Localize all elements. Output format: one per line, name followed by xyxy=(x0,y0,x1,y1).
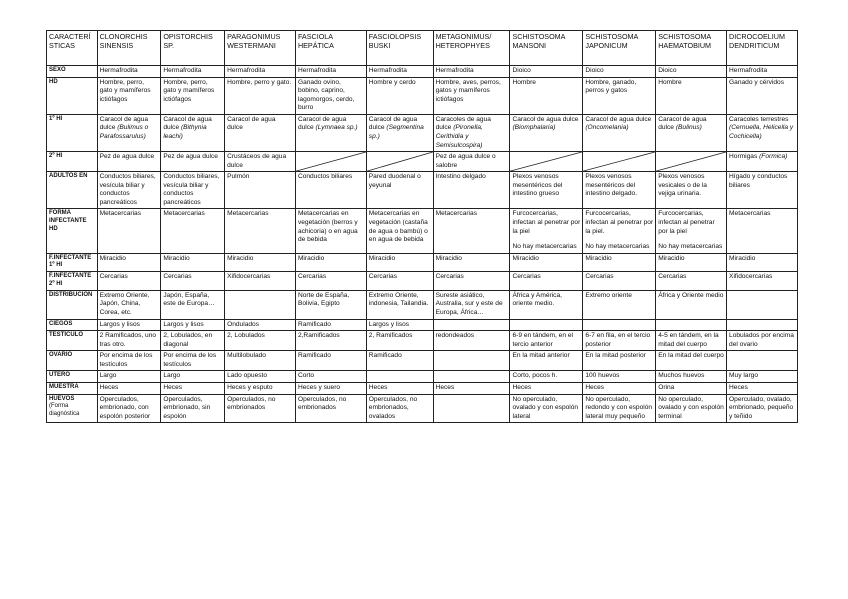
data-cell: Heces xyxy=(366,382,433,394)
data-cell xyxy=(433,152,510,172)
cell-text: Caracol de agua dulce xyxy=(297,115,347,132)
cell-paragraph: No hay metacercarias xyxy=(512,243,577,251)
data-cell: Heces xyxy=(433,382,510,394)
row-huevos xyxy=(47,394,798,423)
data-cell: Corto xyxy=(295,371,366,383)
data-cell: Hermafrodita xyxy=(433,66,510,78)
species-header-opistorchis-sp: OPISTORCHIS SP. xyxy=(161,31,225,66)
data-cell: Largos y lisos xyxy=(161,319,225,331)
row-label-text: OVARIO xyxy=(49,352,73,359)
data-cell: Metacercarias en vegetación (berros y achicoria) o en agua de bebida xyxy=(295,209,366,253)
cell-text: Pez de agua dulce xyxy=(99,153,155,161)
row-label xyxy=(47,77,98,114)
data-cell xyxy=(727,290,798,319)
data-cell: Cercarias xyxy=(295,272,366,291)
data-cell: Norte de España, Bolivia, Egipto xyxy=(295,290,366,319)
cell-italic-genus: (Formica) xyxy=(759,153,788,161)
data-cell: Metacercarias xyxy=(225,209,296,253)
empty-cell-diagonal xyxy=(366,152,433,172)
cell-text: Hormigas xyxy=(729,153,758,161)
cell-text: Caracol de agua dulce xyxy=(163,115,212,132)
row-label xyxy=(47,272,98,291)
data-cell: Metacercarias xyxy=(161,209,225,253)
data-cell: Conductos biliares, vesícula biliar y conductos pancreáticos xyxy=(161,172,225,209)
empty-cell-diagonal xyxy=(510,152,583,172)
data-cell: Operculados, embrionado, sin espolón xyxy=(161,394,225,423)
row-sublabel: (Forma diagnóstica xyxy=(49,403,80,418)
data-cell: Heces xyxy=(97,382,161,394)
row-label xyxy=(47,382,98,394)
data-cell xyxy=(727,351,798,371)
data-cell xyxy=(727,114,798,151)
data-cell: Pulmón xyxy=(225,172,296,209)
data-cell: Operculados, no embrionados xyxy=(295,394,366,423)
data-cell: Operculados, no embrionados xyxy=(225,394,296,423)
row-label xyxy=(47,319,98,331)
row-label xyxy=(47,290,98,319)
data-cell: Por encima de los testículos xyxy=(161,351,225,371)
row-label xyxy=(47,371,98,383)
data-cell: Heces y suero xyxy=(295,382,366,394)
cell-text: Caracol de agua dulce xyxy=(227,115,276,132)
data-cell: Cercarias xyxy=(433,272,510,291)
data-cell: 2, Lobulados xyxy=(225,331,296,351)
data-cell: Heces y esputo xyxy=(225,382,296,394)
row-adultos-en xyxy=(47,172,798,209)
cell-italic-genus: (Pironella, Cerithidia y Semisulcospira) xyxy=(435,124,483,149)
data-cell: Metacercarias xyxy=(97,209,161,253)
row-label xyxy=(47,209,98,253)
data-cell: Ganado y cérvidos xyxy=(727,77,798,114)
data-cell: Cercarias xyxy=(583,272,656,291)
data-cell: Plexos venosos mesentéricos del intestino grueso xyxy=(510,172,583,209)
data-cell xyxy=(510,114,583,151)
data-cell: Largos y lisos xyxy=(366,319,433,331)
species-header-fasciolopsis-buski: FASCIOLOPSIS BUSKI xyxy=(366,31,433,66)
data-cell: Miracidio xyxy=(433,253,510,272)
row-label-text: 1º HI xyxy=(49,115,63,122)
row-label-text: FORMA INFECTANTE HD xyxy=(49,210,87,233)
data-cell: Dioico xyxy=(656,66,727,78)
data-cell: África y Oriente medio xyxy=(656,290,727,319)
cell-paragraph: Furcocercarias, infectan al penetrar por la piel. xyxy=(585,210,654,235)
data-cell: Hermafrodita xyxy=(727,66,798,78)
cell-text: Caracoles de agua dulce xyxy=(435,115,491,132)
data-cell xyxy=(583,114,656,151)
data-cell: En la mitad anterior xyxy=(510,351,583,371)
data-cell: Miracidio xyxy=(366,253,433,272)
species-header-paragonimus-westermani: PARAGONIMUS WESTERMANI xyxy=(225,31,296,66)
data-cell: Plexos venosos vesicales o de la vejiga urinaria. xyxy=(656,172,727,209)
row-f-infectante-2-hi xyxy=(47,272,798,291)
data-cell: Metacercarias xyxy=(433,209,510,253)
cell-italic-genus: (Bulimus o Parafossarulus) xyxy=(99,124,149,140)
data-cell xyxy=(433,319,510,331)
data-cell: Ondulados xyxy=(225,319,296,331)
data-cell: Hígado y conductos biliares xyxy=(727,172,798,209)
cell-text: Caracol de agua dulce xyxy=(512,115,579,123)
cell-italic-genus: (Cernuella, Helicella y Cochicella) xyxy=(729,124,794,140)
data-cell: Hermafrodita xyxy=(295,66,366,78)
data-cell: Hombre, perro, gato y mamíferos ictiófagos xyxy=(97,77,161,114)
row-hd xyxy=(47,77,798,114)
data-cell: Ramificado xyxy=(295,351,366,371)
document-page xyxy=(46,30,798,423)
data-cell: Extremo Oriente, indonesia, Tailandia. xyxy=(366,290,433,319)
species-header-schistosoma-mansoni: SCHISTOSOMA MANSONI xyxy=(510,31,583,66)
row-ciegos xyxy=(47,319,798,331)
data-cell xyxy=(656,209,727,253)
data-cell: Cercarias xyxy=(656,272,727,291)
data-cell: Heces xyxy=(727,382,798,394)
cell-italic-genus: (Bulinus) xyxy=(675,124,702,132)
row-2-hi xyxy=(47,152,798,172)
empty-cell-diagonal xyxy=(295,152,366,172)
data-cell: Miracidio xyxy=(161,253,225,272)
diagonal-strike xyxy=(367,152,433,171)
species-header-fasciola-hepatica: FASCIOLA HEPÁTICA xyxy=(295,31,366,66)
data-cell xyxy=(433,351,510,371)
data-cell xyxy=(433,394,510,423)
cell-text: Caracol de agua dulce xyxy=(368,115,418,132)
row-label xyxy=(47,66,98,78)
data-cell: Operculados, embrionado, con espolón posterior xyxy=(97,394,161,423)
data-cell: Largos y lisos xyxy=(97,319,161,331)
cell-text: Pez de agua dulce xyxy=(163,153,218,161)
header-label-cell: CARACTERÍSTICAS xyxy=(47,31,98,66)
data-cell: Cercarias xyxy=(366,272,433,291)
data-cell: Orina xyxy=(656,382,727,394)
data-cell xyxy=(366,371,433,383)
data-cell: En la mitad del cuerpo xyxy=(656,351,727,371)
data-cell: Plexos venosos mesentéricos del intestino delgado. xyxy=(583,172,656,209)
species-header-dicrocoelium-dendriticum: DICROCOELIUM DENDRITICUM xyxy=(727,31,798,66)
data-cell: Conductos biliares, vesícula biliar y conductos pancreáticos xyxy=(97,172,161,209)
diagonal-strike xyxy=(510,152,582,171)
cell-italic-genus: (Segmentina sp.) xyxy=(368,124,424,140)
data-cell: Hombre, perro, gato y mamíferos ictiófagos xyxy=(161,77,225,114)
data-cell: 100 huevos xyxy=(583,371,656,383)
data-cell: En la mitad posterior xyxy=(583,351,656,371)
data-cell xyxy=(433,114,510,151)
data-cell: Operculado, ovalado, embrionado, pequeño y teñido xyxy=(727,394,798,423)
data-cell xyxy=(727,319,798,331)
cell-paragraph: No hay metacercarias xyxy=(658,243,723,251)
row-label-text: SEXO xyxy=(49,67,66,73)
row-label-text: HUEVOS xyxy=(49,395,75,402)
data-cell: Extremo Oriente, Japón, China, Corea, etc. xyxy=(97,290,161,319)
data-cell xyxy=(583,319,656,331)
data-cell: 4-5 en tándem, en la mitad del cuerpo xyxy=(656,331,727,351)
row-label xyxy=(47,351,98,371)
data-cell: Hombre xyxy=(510,77,583,114)
cell-paragraph: No hay metacercarias xyxy=(585,243,650,251)
row-label-text: ADULTOS EN xyxy=(49,173,88,180)
data-cell: redondeados xyxy=(433,331,510,351)
data-cell: Hermafrodita xyxy=(366,66,433,78)
data-cell xyxy=(225,114,296,151)
cell-italic-genus: (Bithynia leachi) xyxy=(163,124,207,140)
data-cell: Operculados, no embrionados, ovalados xyxy=(366,394,433,423)
cell-text: Caracol de agua dulce xyxy=(99,115,148,132)
data-cell: Cercarias xyxy=(161,272,225,291)
row-label-text: CIEGOS xyxy=(49,320,73,327)
species-header-clonorchis-sinensis: CLONORCHIS SINENSIS xyxy=(97,31,161,66)
row-label-text: MUESTRA xyxy=(49,383,79,390)
data-cell xyxy=(295,114,366,151)
data-cell: 2,Ramificados xyxy=(295,331,366,351)
cell-text: Caracoles terrestres xyxy=(729,115,789,123)
data-cell: Largo xyxy=(161,371,225,383)
species-header-schistosoma-haematobium: SCHISTOSOMA HAEMATOBIUM xyxy=(656,31,727,66)
row-testiculo xyxy=(47,331,798,351)
data-cell: Miracidio xyxy=(225,253,296,272)
cell-text: Caracol de agua dulce xyxy=(658,115,707,132)
data-cell: Lado opuesto xyxy=(225,371,296,383)
data-cell: Ramificado xyxy=(295,319,366,331)
data-cell: Hombre, ganado, perros y gatos xyxy=(583,77,656,114)
data-cell: Hombre, aves, perros, gatos y mamíferos ictiófagos xyxy=(433,77,510,114)
row-label-text: F.INFECTANTE 2º HI xyxy=(49,273,92,288)
data-cell: Extremo oriente xyxy=(583,290,656,319)
data-cell: Dioico xyxy=(583,66,656,78)
cell-text: Pez de agua dulce o salobre xyxy=(435,153,496,169)
data-cell: Japón, España, este de Europa… xyxy=(161,290,225,319)
data-cell xyxy=(161,114,225,151)
data-cell xyxy=(97,152,161,172)
data-cell: Muy largo xyxy=(727,371,798,383)
row-ovario xyxy=(47,351,798,371)
cell-text: Caracol de agua dulce xyxy=(585,115,652,123)
cell-italic-genus: (Oncomelania) xyxy=(585,124,629,132)
data-cell: Xifidocercarias xyxy=(225,272,296,291)
data-cell xyxy=(433,371,510,383)
data-cell xyxy=(366,114,433,151)
diagonal-strike xyxy=(296,152,366,171)
row-label-text: HD xyxy=(49,78,58,85)
data-cell: Xifidocercarias xyxy=(727,272,798,291)
empty-cell-diagonal xyxy=(583,152,656,172)
cell-paragraph: Furcocercarias, infectan al penetrar por la piel xyxy=(658,210,715,235)
data-cell xyxy=(656,114,727,151)
data-cell: 6-7 en fila, en el tercio posterior xyxy=(583,331,656,351)
row-label xyxy=(47,331,98,351)
data-cell: Hermafrodita xyxy=(97,66,161,78)
data-cell: Ganado ovino, bobino, caprino, lagomorgos, cerdo, burro xyxy=(295,77,366,114)
data-cell: Cercarias xyxy=(510,272,583,291)
data-cell: Metacercarias xyxy=(727,209,798,253)
data-cell xyxy=(510,209,583,253)
data-cell: Heces xyxy=(510,382,583,394)
data-cell: Multilobulado xyxy=(225,351,296,371)
data-cell: 2, Ramificados xyxy=(366,331,433,351)
row-sexo xyxy=(47,66,798,78)
data-cell: Cercarias xyxy=(97,272,161,291)
data-cell: Miracidio xyxy=(583,253,656,272)
data-cell: Heces xyxy=(583,382,656,394)
row-utero xyxy=(47,371,798,383)
row-label xyxy=(47,253,98,272)
data-cell: Miracidio xyxy=(510,253,583,272)
data-cell xyxy=(97,114,161,151)
row-label-text: TESTÍCULO xyxy=(49,332,83,339)
data-cell: Largo xyxy=(97,371,161,383)
row-forma-infectante-hd xyxy=(47,209,798,253)
row-label-text: F.INFECTANTE 1º HI xyxy=(49,254,92,269)
diagonal-strike xyxy=(656,152,726,171)
cell-italic-genus: (Biomphalaria) xyxy=(512,124,556,132)
diagonal-strike xyxy=(583,152,655,171)
data-cell xyxy=(225,290,296,319)
data-cell: Miracidio xyxy=(727,253,798,272)
data-cell: Hombre xyxy=(656,77,727,114)
data-cell xyxy=(161,152,225,172)
data-cell xyxy=(656,319,727,331)
row-label xyxy=(47,394,98,423)
data-cell xyxy=(727,152,798,172)
data-cell: Miracidio xyxy=(295,253,366,272)
data-cell: Metacercarias en vegetación (castaña de agua o bambú) o en agua de bebida xyxy=(366,209,433,253)
cell-paragraph: Furcocercarias, infectan al penetrar por la piel xyxy=(512,210,581,235)
data-cell: No operculado, redondo y con espolón lateral muy pequeño xyxy=(583,394,656,423)
data-cell: Conductos biliares xyxy=(295,172,366,209)
row-f-infectante-1-hi xyxy=(47,253,798,272)
empty-cell-diagonal xyxy=(656,152,727,172)
data-cell: Por encima de los testículos xyxy=(97,351,161,371)
data-cell: Hermafrodita xyxy=(225,66,296,78)
data-cell: Miracidio xyxy=(97,253,161,272)
data-cell xyxy=(225,152,296,172)
row-distribucion xyxy=(47,290,798,319)
data-cell: Lobulados por encima del ovario xyxy=(727,331,798,351)
data-cell: Sureste asiático, Australia, sur y este de Europa, África… xyxy=(433,290,510,319)
data-cell: 2 Ramificados, uno tras otro. xyxy=(97,331,161,351)
data-cell: Intestino delgado xyxy=(433,172,510,209)
data-cell: Hombre, perro y gato. xyxy=(225,77,296,114)
data-cell: África y América, oriente medio. xyxy=(510,290,583,319)
data-cell xyxy=(510,319,583,331)
row-label xyxy=(47,152,98,172)
data-cell: Hombre y cerdo xyxy=(366,77,433,114)
row-muestra xyxy=(47,382,798,394)
species-header-schistosoma-japonicum: SCHISTOSOMA JAPONICUM xyxy=(583,31,656,66)
header-row xyxy=(47,31,798,66)
data-cell: No operculado, ovalado y con espolón terminal xyxy=(656,394,727,423)
data-cell: 2, Lobulados, en diagonal xyxy=(161,331,225,351)
data-cell: Ramificado xyxy=(366,351,433,371)
data-cell: Miracidio xyxy=(656,253,727,272)
cell-italic-genus: (Lymnaea sp.) xyxy=(315,124,358,132)
cell-text: Crustáceos de agua dulce xyxy=(227,153,287,169)
data-cell: 6-9 en tándem, en el tercio anterior xyxy=(510,331,583,351)
data-cell: Muchos huevos xyxy=(656,371,727,383)
data-cell: Pared duodenal o yeyunal xyxy=(366,172,433,209)
row-label xyxy=(47,114,98,151)
data-cell: Corto, pocos h. xyxy=(510,371,583,383)
data-cell: Heces xyxy=(161,382,225,394)
row-label xyxy=(47,172,98,209)
row-label-text: ÚTERO xyxy=(49,372,70,379)
data-cell: Hermafrodita xyxy=(161,66,225,78)
row-label-text: DISTRIBUCIÓN xyxy=(49,291,93,298)
data-cell xyxy=(583,209,656,253)
species-header-metagonimus-heterophyes: METAGONIMUS/ HETEROPHYES xyxy=(433,31,510,66)
trematode-comparison-table xyxy=(46,30,798,423)
data-cell: No operculado, ovalado y con espolón lateral xyxy=(510,394,583,423)
row-label-text: 2º HI xyxy=(49,153,63,160)
row-1-hi xyxy=(47,114,798,151)
data-cell: Dioico xyxy=(510,66,583,78)
